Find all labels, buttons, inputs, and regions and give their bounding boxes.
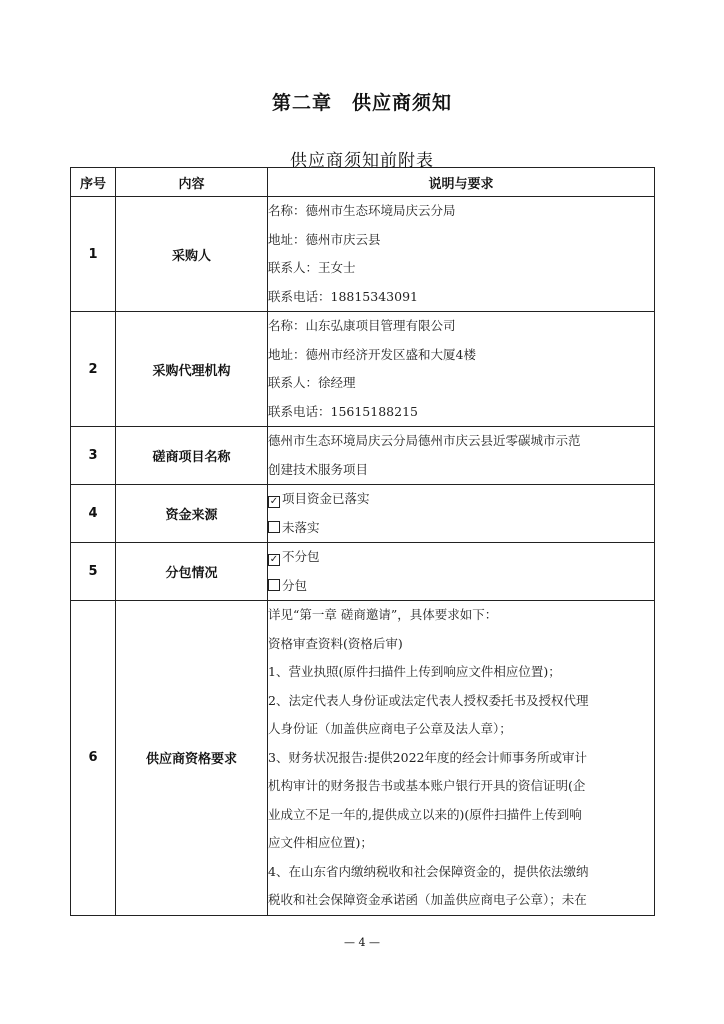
row-content: 采购代理机构	[116, 312, 268, 427]
row-number: 3	[71, 427, 116, 485]
desc-line: 4、在山东省内缴纳税收和社会保障资金的，提供依法缴纳	[268, 863, 589, 879]
desc-line: 联系电话：15615188215	[268, 403, 418, 419]
row-desc	[268, 543, 655, 601]
table-row	[71, 197, 655, 312]
unchecked-box-icon	[268, 579, 280, 591]
row-desc	[268, 312, 655, 427]
table-title: 供应商须知前附表	[290, 151, 434, 171]
desc-line: 名称：山东弘康项目管理有限公司	[268, 318, 456, 333]
row-number: 2	[71, 312, 116, 427]
desc-line: 资格审查资料(资格后审)	[268, 635, 403, 651]
row-number: 5	[71, 543, 116, 601]
row-content: 资金来源	[116, 485, 268, 543]
row-content: 磋商项目名称	[116, 427, 268, 485]
desc-line: 业成立不足一年的,提供成立以来的)(原件扫描件上传到响	[268, 806, 582, 822]
desc-line: 地址：德州市庆云县	[268, 231, 381, 247]
table-row	[71, 543, 655, 601]
desc-line	[268, 514, 654, 543]
page-number: — 4 —	[344, 936, 380, 949]
desc-line: 人身份证（加盖供应商电子公章及法人章）；	[268, 721, 512, 736]
desc-line: 税收和社会保障资金承诺函（加盖供应商电子公章）；未在	[268, 892, 587, 907]
row-number: 1	[71, 197, 116, 312]
option-label: 分包	[282, 577, 308, 593]
option-label: 项目资金已落实	[282, 491, 370, 506]
table-header-row	[71, 168, 655, 197]
row-content: 采购人	[116, 197, 268, 312]
supplier-notice-table	[70, 167, 655, 916]
unchecked-box-icon	[268, 521, 280, 533]
table-row	[71, 601, 655, 916]
desc-line	[268, 485, 654, 514]
checked-box-icon: ✓	[269, 496, 279, 507]
desc-line: 1、营业执照(原件扫描件上传到响应文件相应位置)；	[268, 664, 561, 679]
option-label: 未落实	[282, 519, 320, 535]
row-number: 4	[71, 485, 116, 543]
desc-line	[268, 543, 654, 572]
desc-line	[268, 572, 654, 601]
desc-line: 详见“第一章 磋商邀请”，具体要求如下：	[268, 607, 498, 622]
desc-line: 应文件相应位置)；	[268, 835, 373, 850]
desc-line: 联系电话：18815343091	[268, 288, 418, 304]
desc-line: 名称：德州市生态环境局庆云分局	[268, 203, 456, 218]
row-desc	[268, 485, 655, 543]
desc-line: 联系人：徐经理	[268, 375, 356, 390]
table-row	[71, 427, 655, 485]
header-no: 序号	[71, 168, 116, 197]
row-desc	[268, 601, 655, 916]
option-label: 不分包	[282, 549, 320, 564]
row-desc	[268, 197, 655, 312]
table-row	[71, 312, 655, 427]
desc-line: 机构审计的财务报告书或基本账户银行开具的资信证明(企	[268, 778, 586, 793]
desc-line: 地址：德州市经济开发区盛和大厦4楼	[268, 346, 476, 362]
desc-line: 联系人：王女士	[268, 260, 356, 275]
row-content: 分包情况	[116, 543, 268, 601]
desc-line: 创建技术服务项目	[268, 461, 369, 477]
row-number: 6	[71, 601, 116, 916]
desc-line: 2、法定代表人身份证或法定代表人授权委托书及授权代理	[268, 692, 589, 708]
table-row	[71, 485, 655, 543]
header-content: 内容	[116, 168, 268, 197]
chapter-title: 第二章 供应商须知	[271, 92, 452, 114]
desc-line: 德州市生态环境局庆云分局德州市庆云县近零碳城市示范	[268, 433, 581, 448]
desc-line: 3、财务状况报告:提供2022年度的经会计师事务所或审计	[268, 749, 587, 765]
row-content: 供应商资格要求	[116, 601, 268, 916]
row-desc	[268, 427, 655, 485]
header-desc: 说明与要求	[268, 168, 655, 197]
checked-box-icon: ✓	[269, 554, 279, 565]
